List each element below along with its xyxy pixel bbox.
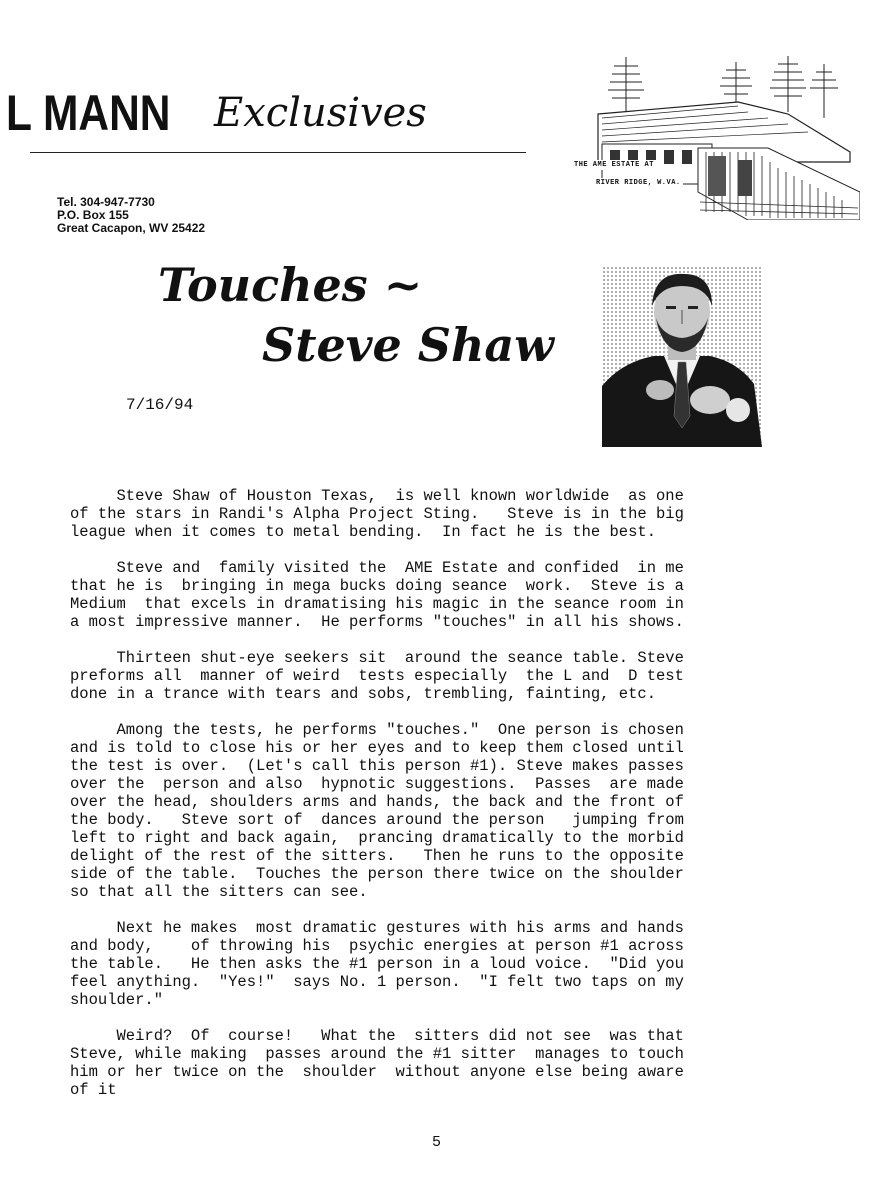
text-line: side of the table. Touches the person there twice on the shoulder (70, 865, 684, 883)
text-line: Steve and family visited the AME Estate and confided in me (70, 559, 684, 577)
paragraph (70, 649, 830, 703)
text-line: done in a trance with tears and sobs, trembling, fainting, etc. (70, 685, 656, 703)
letter-body (70, 487, 830, 1099)
text-line: Medium that excels in dramatising his magic in the seance room in (70, 595, 684, 613)
text-line: league when it comes to metal bending. In fact he is the best. (70, 523, 656, 541)
estate-illustration (574, 52, 860, 220)
text-line: the test is over. (Let's call this person #1). Steve makes passes (70, 757, 684, 775)
paragraph-gap (70, 703, 830, 721)
text-line: over the person and also hypnotic suggestions. Passes are made (70, 775, 684, 793)
text-line: Weird? Of course! What the sitters did not see was that (70, 1027, 684, 1045)
text-line: Next he makes most dramatic gestures with his arms and hands (70, 919, 684, 937)
text-line: preforms all manner of weird tests especially the L and D test (70, 667, 684, 685)
estate-caption-line1: THE AME ESTATE AT (574, 161, 654, 169)
estate-drawing-icon (588, 52, 860, 220)
text-line: feel anything. "Yes!" says No. 1 person. "I felt two taps on my (70, 973, 684, 991)
text-line: the table. He then asks the #1 person in a loud voice. "Did you (70, 955, 684, 973)
paragraph-gap (70, 631, 830, 649)
text-line: left to right and back again, prancing dramatically to the morbid (70, 829, 684, 847)
paragraph (70, 1027, 830, 1099)
text-line: the body. Steve sort of dances around the person jumping from (70, 811, 684, 829)
paragraph-gap (70, 541, 830, 559)
text-line: him or her twice on the shoulder without anyone else being aware (70, 1063, 684, 1081)
text-line: Steve Shaw of Houston Texas, is well known worldwide as one (70, 487, 684, 505)
paragraph (70, 721, 830, 901)
text-line: a most impressive manner. He performs "touches" in all his shows. (70, 613, 684, 631)
text-line: shoulder." (70, 991, 164, 1009)
brand-name: L MANN (6, 85, 171, 141)
estate-caption-line2: RIVER RIDGE, W.VA. (596, 179, 681, 187)
contact-po-box: P.O. Box 155 (57, 208, 129, 222)
text-line: and body, of throwing his psychic energies at person #1 across (70, 937, 684, 955)
text-line: Steve, while making passes around the #1 sitter manages to touch (70, 1045, 684, 1063)
letter-date: 7/16/94 (126, 396, 194, 414)
text-line: Thirteen shut-eye seekers sit around the seance table. Steve (70, 649, 684, 667)
portrait-icon (602, 266, 762, 447)
contact-city: Great Cacapon, WV 25422 (57, 221, 206, 235)
title-line-2: Steve Shaw (262, 318, 554, 372)
text-line: of it (70, 1081, 117, 1099)
brand-script-text: Exclusives (214, 90, 427, 136)
text-line: of the stars in Randi's Alpha Project Sting. Steve is in the big (70, 505, 684, 523)
paragraph-gap (70, 901, 830, 919)
paragraph-gap (70, 1009, 830, 1027)
contact-phone: Tel. 304-947-7730 (57, 195, 155, 209)
text-line: that he is bringing in mega bucks doing seance work. Steve is a (70, 577, 684, 595)
text-line: and is told to close his or her eyes and to keep them closed until (70, 739, 684, 757)
letterhead-rule (30, 152, 526, 153)
text-line: delight of the rest of the sitters. Then he runs to the opposite (70, 847, 684, 865)
text-line: so that all the sitters can see. (70, 883, 368, 901)
text-line: over the head, shoulders arms and hands, the back and the front of (70, 793, 684, 811)
page-number: 5 (432, 1134, 442, 1151)
portrait-photo (602, 266, 762, 447)
text-line: Among the tests, he performs "touches." One person is chosen (70, 721, 684, 739)
paragraph (70, 559, 830, 631)
title-line-1: Touches ~ (158, 258, 423, 312)
paragraph (70, 487, 830, 541)
contact-block (57, 196, 205, 235)
paragraph (70, 919, 830, 1009)
